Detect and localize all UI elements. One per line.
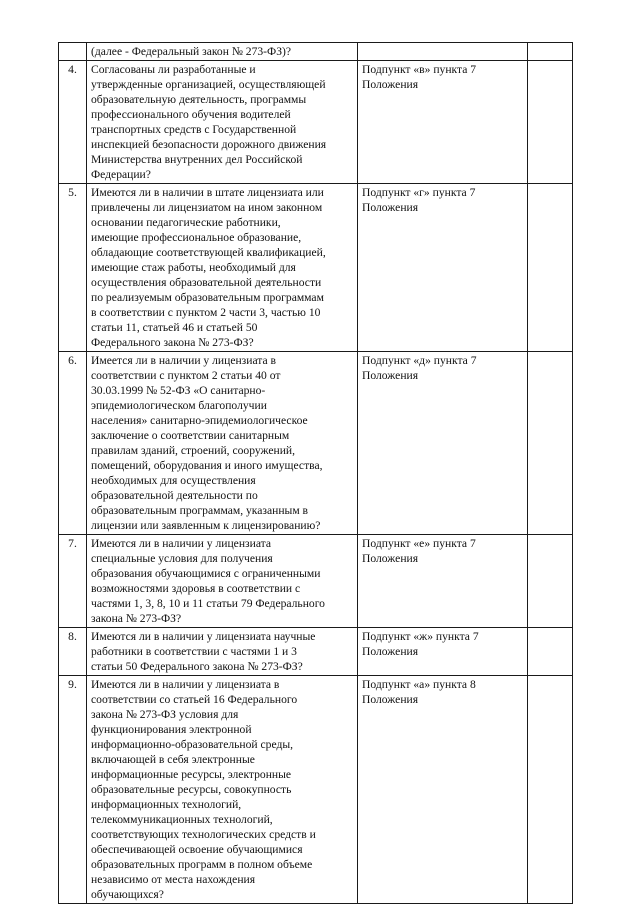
question-text-line: включающей в себя электронные: [91, 753, 255, 766]
legal-reference-line: Подпункт «д» пункта 7: [362, 354, 477, 367]
answer-cell: [528, 184, 573, 352]
question-cell: [87, 43, 358, 61]
answer-cell: [528, 61, 573, 184]
question-text-line: утвержденные организацией, осуществляющей: [91, 78, 326, 91]
question-text-line: специальные условия для получения: [91, 552, 273, 565]
question-text-line: эпидемиологическом благополучии: [91, 399, 267, 412]
legal-reference-line: Подпункт «в» пункта 7: [362, 63, 477, 76]
legal-reference-line: Подпункт «ж» пункта 7: [362, 630, 479, 643]
question-text-line: соответствии со статьей 16 Федерального: [91, 693, 298, 706]
legal-reference-line: Подпункт «е» пункта 7: [362, 537, 476, 550]
question-text-line: Имеется ли в наличии у лицензиата в: [91, 354, 277, 367]
table-row: [59, 184, 573, 352]
question-text-line: привлечены ли лицензиатом на ином законном: [91, 201, 323, 214]
question-text-line: Согласованы ли разработанные и: [91, 63, 256, 76]
row-number: 4.: [59, 61, 87, 184]
checklist-table: [58, 42, 573, 904]
question-text-line: обучающихся?: [91, 888, 164, 901]
row-number: 7.: [59, 535, 87, 628]
legal-reference-cell: [358, 535, 528, 628]
question-text-line: осуществления образовательной деятельности: [91, 276, 322, 289]
question-text-line: по реализуемым образовательным программам: [91, 291, 324, 304]
question-text-line: основании педагогические работники,: [91, 216, 281, 229]
legal-reference-cell: [358, 43, 528, 61]
question-text-line: закона № 273-ФЗ условия для: [91, 708, 239, 721]
row-number: 5.: [59, 184, 87, 352]
question-text-line: возможностями здоровья в соответствии с: [91, 582, 301, 595]
answer-cell: [528, 628, 573, 676]
question-text-line: закона № 273-ФЗ?: [91, 612, 182, 625]
table-row: [59, 628, 573, 676]
question-text-line: Министерства внутренних дел Российской: [91, 153, 303, 166]
question-text-line: независимо от места нахождения: [91, 873, 256, 886]
answer-cell: [528, 352, 573, 535]
question-cell: [87, 184, 358, 352]
question-text-line: правилам зданий, строений, сооружений,: [91, 444, 296, 457]
question-text-line: Имеются ли в наличии у лицензиата: [91, 537, 272, 550]
question-text-line: частями 1, 3, 8, 10 и 11 статьи 79 Федерального: [91, 597, 325, 610]
question-cell: [87, 535, 358, 628]
legal-reference-line: Положения: [362, 645, 419, 658]
table-row: [59, 61, 573, 184]
question-text-line: инспекцией безопасности дорожного движения: [91, 138, 327, 151]
question-text-line: имеющие стаж работы, необходимый для: [91, 261, 296, 274]
legal-reference-line: Подпункт «а» пункта 8: [362, 678, 476, 691]
question-text-line: статьи 11, статьей 46 и статьей 50: [91, 321, 258, 334]
question-text-line: Федерального закона № 273-ФЗ?: [91, 336, 254, 349]
row-number: 6.: [59, 352, 87, 535]
question-text-line: информационно-образовательной среды,: [91, 738, 294, 751]
legal-reference-cell: [358, 61, 528, 184]
row-number: 8.: [59, 628, 87, 676]
question-text-line: лицензии или заявленным к лицензированию?: [91, 519, 321, 532]
legal-reference-line: Подпункт «г» пункта 7: [362, 186, 476, 199]
legal-reference-cell: [358, 628, 528, 676]
question-text-line: соответствии с пунктом 2 статьи 40 от: [91, 369, 281, 382]
row-number: [59, 43, 87, 61]
question-text-line: обеспечивающей освоение обучающимися: [91, 843, 303, 856]
question-cell: [87, 628, 358, 676]
question-text-line: обладающие соответствующей квалификацией,: [91, 246, 326, 259]
table-row: [59, 352, 573, 535]
question-text-line: образовательных программ в полном объеме: [91, 858, 313, 871]
question-text-line: образовательную деятельность, программы: [91, 93, 307, 106]
question-text-line: имеющие профессиональное образование,: [91, 231, 302, 244]
question-text-line: в соответствии с пунктом 2 части 3, частью 10: [91, 306, 321, 319]
legal-reference-cell: [358, 676, 528, 904]
question-text-line: статьи 50 Федерального закона № 273-ФЗ?: [91, 660, 303, 673]
table-row: [59, 676, 573, 904]
question-text-line: профессионального обучения водителей: [91, 108, 291, 121]
question-text-line: соответствующих технологических средств и: [91, 828, 316, 841]
question-text-line: образовательной деятельности по: [91, 489, 258, 502]
question-text-line: транспортных средств с Государственной: [91, 123, 297, 136]
question-text-line: помещений, оборудования и иного имущества,: [91, 459, 323, 472]
table-row: [59, 43, 573, 61]
question-text-line: Имеются ли в наличии в штате лицензиата или: [91, 186, 324, 199]
answer-cell: [528, 535, 573, 628]
question-text-line: функционирования электронной: [91, 723, 252, 736]
question-text-line: информационные ресурсы, электронные: [91, 768, 292, 781]
question-text-line: работники в соответствии с частями 1 и 3: [91, 645, 297, 658]
legal-reference-line: Положения: [362, 552, 419, 565]
answer-cell: [528, 676, 573, 904]
question-text-line: заключение о соответствии санитарным: [91, 429, 290, 442]
legal-reference-line: Положения: [362, 693, 419, 706]
legal-reference-line: Положения: [362, 78, 419, 91]
legal-reference-line: Положения: [362, 369, 419, 382]
question-text-line: необходимых для осуществления: [91, 474, 256, 487]
answer-cell: [528, 43, 573, 61]
question-cell: [87, 676, 358, 904]
question-text-line: образовательным программам, указанным в: [91, 504, 309, 517]
question-text-line: населения» санитарно-эпидемиологическое: [91, 414, 308, 427]
row-number: 9.: [59, 676, 87, 904]
checklist-body: [59, 43, 573, 904]
question-text-line: Имеются ли в наличии у лицензиата в: [91, 678, 280, 691]
question-text-line: (далее - Федеральный закон № 273-ФЗ)?: [91, 45, 292, 58]
question-text-line: Федерации?: [91, 168, 151, 181]
legal-reference-line: Положения: [362, 201, 419, 214]
question-text-line: образовательные ресурсы, совокупность: [91, 783, 292, 796]
question-text-line: 30.03.1999 № 52-ФЗ «О санитарно-: [91, 384, 266, 397]
question-cell: [87, 61, 358, 184]
legal-reference-cell: [358, 352, 528, 535]
question-text-line: информационных технологий,: [91, 798, 242, 811]
question-text-line: образования обучающимися с ограниченными: [91, 567, 321, 580]
table-row: [59, 535, 573, 628]
question-text-line: телекоммуникационных технологий,: [91, 813, 273, 826]
question-text-line: Имеются ли в наличии у лицензиата научные: [91, 630, 316, 643]
legal-reference-cell: [358, 184, 528, 352]
question-cell: [87, 352, 358, 535]
